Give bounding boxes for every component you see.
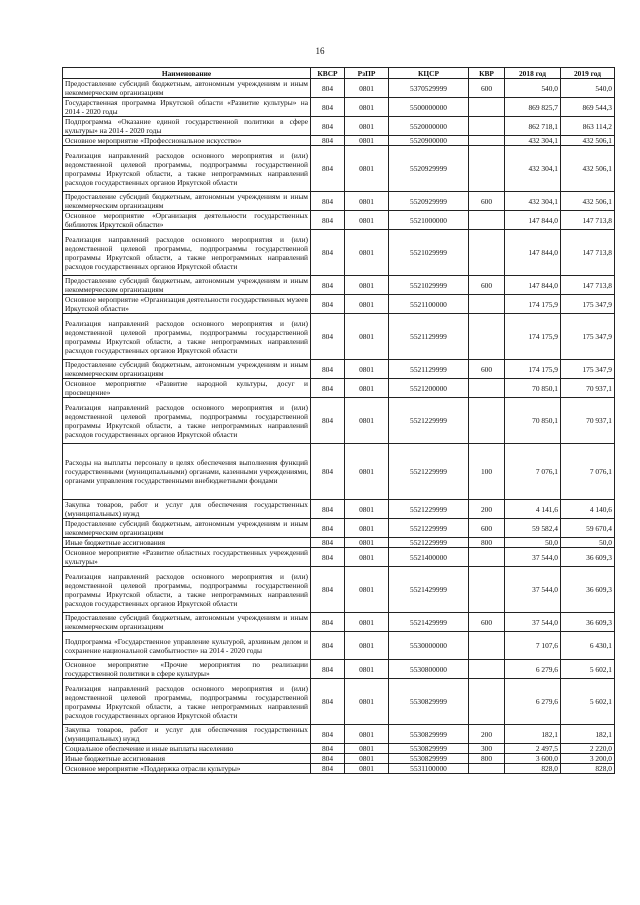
row-name: Подпрограмма «Оказание единой государственной политики в сфере культуры» на 2014 - 2020 годы [63, 117, 311, 136]
row-kvsr: 804 [311, 79, 345, 98]
row-name: Реализация направлений расходов основного мероприятия и (или) ведомственной целевой программы, подпрограммы государственной программы Иркутской области, а также непрограммных направлений расходов государственных органов Иркутской области [63, 230, 311, 276]
row-kvr [469, 117, 505, 136]
table-row [63, 192, 615, 211]
table-row [63, 379, 615, 398]
table-row [63, 679, 615, 725]
row-kvsr: 804 [311, 725, 345, 744]
row-amount-2019: 147 713,8 [561, 276, 615, 295]
row-amount-2018: 432 304,1 [505, 192, 561, 211]
row-kcsr: 5521229999 [389, 538, 469, 548]
row-amount-2019: 70 937,1 [561, 379, 615, 398]
row-kvr [469, 98, 505, 117]
table-row [63, 500, 615, 519]
row-rzpr: 0801 [345, 117, 389, 136]
row-name: Реализация направлений расходов основного мероприятия и (или) ведомственной целевой программы, подпрограммы государственной программы Иркутской области, а также непрограммных направлений расходов государственных органов Иркутской области [63, 398, 311, 444]
row-kcsr: 5520000000 [389, 117, 469, 136]
row-kcsr: 5530829999 [389, 679, 469, 725]
row-kvr [469, 764, 505, 774]
row-name: Закупка товаров, работ и услуг для обеспечения государственных (муниципальных) нужд [63, 725, 311, 744]
row-kvr [469, 660, 505, 679]
row-kcsr: 5521229999 [389, 519, 469, 538]
row-amount-2018: 540,0 [505, 79, 561, 98]
row-name: Основное мероприятие «Профессиональное искусство» [63, 136, 311, 146]
row-name: Предоставление субсидий бюджетным, автономным учреждениям и иным некоммерческим организациям [63, 192, 311, 211]
row-kvsr: 804 [311, 360, 345, 379]
row-amount-2019: 59 670,4 [561, 519, 615, 538]
row-kvsr: 804 [311, 276, 345, 295]
row-kcsr: 5530800000 [389, 660, 469, 679]
row-kvsr: 804 [311, 295, 345, 314]
row-name: Иные бюджетные ассигнования [63, 754, 311, 764]
row-kcsr: 5530829999 [389, 725, 469, 744]
row-kvsr: 804 [311, 117, 345, 136]
row-amount-2018: 828,0 [505, 764, 561, 774]
row-amount-2018: 6 279,6 [505, 679, 561, 725]
row-kvsr: 804 [311, 567, 345, 613]
table-row [63, 211, 615, 230]
row-kcsr: 5530829999 [389, 744, 469, 754]
row-name: Подпрограмма «Государственное управление культурой, архивным делом и сохранение национальной самобытности» на 2014 - 2020 годы [63, 632, 311, 660]
row-kcsr: 5521129999 [389, 360, 469, 379]
row-name: Основное мероприятие «Организация деятельности государственных музеев Иркутской области» [63, 295, 311, 314]
table-body [63, 79, 615, 774]
row-kvr: 600 [469, 519, 505, 538]
table-row [63, 444, 615, 500]
table-row [63, 764, 615, 774]
row-name: Реализация направлений расходов основного мероприятия и (или) ведомственной целевой программы, подпрограммы государственной программы Иркутской области, а также непрограммных направлений расходов государственных органов Иркутской области [63, 679, 311, 725]
row-kvr [469, 567, 505, 613]
row-amount-2018: 147 844,0 [505, 211, 561, 230]
table-row [63, 360, 615, 379]
row-kvr: 600 [469, 192, 505, 211]
row-amount-2018: 7 107,6 [505, 632, 561, 660]
table-row [63, 98, 615, 117]
row-amount-2019: 540,0 [561, 79, 615, 98]
row-kvsr: 804 [311, 764, 345, 774]
row-kvr: 600 [469, 360, 505, 379]
row-rzpr: 0801 [345, 548, 389, 567]
row-name: Основное мероприятие «Поддержка отрасли культуры» [63, 764, 311, 774]
row-kvr [469, 379, 505, 398]
row-amount-2018: 4 141,6 [505, 500, 561, 519]
page-number: 16 [315, 46, 325, 56]
row-amount-2018: 174 175,9 [505, 295, 561, 314]
row-rzpr: 0801 [345, 725, 389, 744]
row-amount-2019: 6 430,1 [561, 632, 615, 660]
row-name: Закупка товаров, работ и услуг для обеспечения государственных (муниципальных) нужд [63, 500, 311, 519]
table-row [63, 725, 615, 744]
row-rzpr: 0801 [345, 379, 389, 398]
row-amount-2019: 432 506,1 [561, 146, 615, 192]
row-kvsr: 804 [311, 519, 345, 538]
row-amount-2019: 36 609,3 [561, 548, 615, 567]
row-name: Предоставление субсидий бюджетным, автономным учреждениям и иным некоммерческим организациям [63, 79, 311, 98]
row-kcsr: 5521000000 [389, 211, 469, 230]
table-header-row [63, 68, 615, 79]
header-2019: 2019 год [561, 68, 615, 79]
row-name: Реализация направлений расходов основного мероприятия и (или) ведомственной целевой программы, подпрограммы государственной программы Иркутской области, а также непрограммных направлений расходов государственных органов Иркутской области [63, 567, 311, 613]
table-row [63, 754, 615, 764]
row-kvr: 600 [469, 79, 505, 98]
row-kvsr: 804 [311, 230, 345, 276]
row-rzpr: 0801 [345, 444, 389, 500]
row-amount-2019: 863 114,2 [561, 117, 615, 136]
header-2018: 2018 год [505, 68, 561, 79]
row-amount-2019: 36 609,3 [561, 567, 615, 613]
row-kcsr: 5531100000 [389, 764, 469, 774]
row-amount-2019: 175 347,9 [561, 295, 615, 314]
row-kcsr: 5521429999 [389, 567, 469, 613]
table-row [63, 632, 615, 660]
row-name: Иные бюджетные ассигнования [63, 538, 311, 548]
row-kvsr: 804 [311, 660, 345, 679]
budget-table [62, 67, 615, 774]
row-kvr: 100 [469, 444, 505, 500]
row-amount-2018: 182,1 [505, 725, 561, 744]
row-amount-2018: 3 600,0 [505, 754, 561, 764]
row-rzpr: 0801 [345, 276, 389, 295]
table-row [63, 230, 615, 276]
table-row [63, 613, 615, 632]
row-name: Основное мероприятие «Развитие областных государственных учреждений культуры» [63, 548, 311, 567]
row-rzpr: 0801 [345, 764, 389, 774]
row-kcsr: 5520929999 [389, 192, 469, 211]
row-kcsr: 5530000000 [389, 632, 469, 660]
table-row [63, 519, 615, 538]
row-rzpr: 0801 [345, 136, 389, 146]
table-row [63, 117, 615, 136]
row-kvsr: 804 [311, 398, 345, 444]
row-kcsr: 5521029999 [389, 230, 469, 276]
header-kvsr: КВСР [311, 68, 345, 79]
row-rzpr: 0801 [345, 398, 389, 444]
row-amount-2018: 862 718,1 [505, 117, 561, 136]
table-row [63, 79, 615, 98]
row-rzpr: 0801 [345, 211, 389, 230]
row-amount-2019: 3 200,0 [561, 754, 615, 764]
row-rzpr: 0801 [345, 679, 389, 725]
row-amount-2019: 175 347,9 [561, 360, 615, 379]
row-amount-2019: 36 609,3 [561, 613, 615, 632]
row-kcsr: 5370529999 [389, 79, 469, 98]
row-amount-2018: 174 175,9 [505, 360, 561, 379]
row-kvr [469, 211, 505, 230]
table-row [63, 538, 615, 548]
table-row [63, 660, 615, 679]
row-kvr [469, 679, 505, 725]
row-kvsr: 804 [311, 211, 345, 230]
header-rzpr: РзПР [345, 68, 389, 79]
row-rzpr: 0801 [345, 98, 389, 117]
row-kvsr: 804 [311, 548, 345, 567]
row-kvsr: 804 [311, 500, 345, 519]
table-row [63, 548, 615, 567]
row-amount-2018: 432 304,1 [505, 146, 561, 192]
table-row [63, 314, 615, 360]
row-amount-2018: 147 844,0 [505, 230, 561, 276]
header-name: Наименование [63, 68, 311, 79]
table-row [63, 567, 615, 613]
row-kvsr: 804 [311, 613, 345, 632]
row-kvsr: 804 [311, 538, 345, 548]
row-kvr: 800 [469, 538, 505, 548]
row-amount-2019: 5 602,1 [561, 679, 615, 725]
row-rzpr: 0801 [345, 146, 389, 192]
row-name: Реализация направлений расходов основного мероприятия и (или) ведомственной целевой программы, подпрограммы государственной программы Иркутской области, а также непрограммных направлений расходов государственных органов Иркутской области [63, 146, 311, 192]
table-row [63, 146, 615, 192]
row-amount-2018: 37 544,0 [505, 613, 561, 632]
row-kcsr: 5521229999 [389, 398, 469, 444]
row-kcsr: 5521129999 [389, 314, 469, 360]
row-name: Основное мероприятие «Развитие народной культуры, досуг и просвещение» [63, 379, 311, 398]
row-kvsr: 804 [311, 754, 345, 764]
row-amount-2019: 4 140,6 [561, 500, 615, 519]
row-amount-2018: 432 304,1 [505, 136, 561, 146]
row-kcsr: 5521229999 [389, 500, 469, 519]
row-amount-2019: 2 220,0 [561, 744, 615, 754]
row-kcsr: 5521400000 [389, 548, 469, 567]
row-kvr: 300 [469, 744, 505, 754]
row-amount-2018: 70 850,1 [505, 379, 561, 398]
row-kvr: 600 [469, 613, 505, 632]
row-amount-2018: 70 850,1 [505, 398, 561, 444]
table-row [63, 276, 615, 295]
row-name: Предоставление субсидий бюджетным, автономным учреждениям и иным некоммерческим организациям [63, 519, 311, 538]
row-kvr [469, 136, 505, 146]
row-name: Государственная программа Иркутской области «Развитие культуры» на 2014 - 2020 годы [63, 98, 311, 117]
row-kvr [469, 548, 505, 567]
row-rzpr: 0801 [345, 519, 389, 538]
row-name: Расходы на выплаты персоналу в целях обеспечения выполнения функций государственными (муниципальными) органами, казенными учреждениями, органами управления государственными внебюджетными фондами [63, 444, 311, 500]
row-rzpr: 0801 [345, 79, 389, 98]
row-kcsr: 5500000000 [389, 98, 469, 117]
row-rzpr: 0801 [345, 567, 389, 613]
row-name: Основное мероприятие «Прочие мероприятия по реализации государственной политики в сфере культуры» [63, 660, 311, 679]
row-kcsr: 5530829999 [389, 754, 469, 764]
row-amount-2018: 869 825,7 [505, 98, 561, 117]
row-amount-2019: 5 602,1 [561, 660, 615, 679]
row-kvsr: 804 [311, 744, 345, 754]
row-kvr: 800 [469, 754, 505, 764]
row-rzpr: 0801 [345, 500, 389, 519]
row-kvr: 600 [469, 276, 505, 295]
row-rzpr: 0801 [345, 632, 389, 660]
row-amount-2018: 50,0 [505, 538, 561, 548]
row-amount-2019: 432 506,1 [561, 192, 615, 211]
row-kcsr: 5521029999 [389, 276, 469, 295]
row-rzpr: 0801 [345, 360, 389, 379]
row-amount-2019: 70 937,1 [561, 398, 615, 444]
row-amount-2018: 2 497,5 [505, 744, 561, 754]
row-kvsr: 804 [311, 314, 345, 360]
row-kvsr: 804 [311, 379, 345, 398]
row-kvr: 200 [469, 500, 505, 519]
row-amount-2018: 6 279,6 [505, 660, 561, 679]
row-rzpr: 0801 [345, 660, 389, 679]
row-amount-2018: 147 844,0 [505, 276, 561, 295]
row-name: Реализация направлений расходов основного мероприятия и (или) ведомственной целевой программы, подпрограммы государственной программы Иркутской области, а также непрограммных направлений расходов государственных органов Иркутской области [63, 314, 311, 360]
row-name: Предоставление субсидий бюджетным, автономным учреждениям и иным некоммерческим организациям [63, 360, 311, 379]
row-amount-2018: 174 175,9 [505, 314, 561, 360]
table-row [63, 295, 615, 314]
row-amount-2019: 7 076,1 [561, 444, 615, 500]
row-kvr [469, 146, 505, 192]
row-name: Социальное обеспечение и иные выплаты населению [63, 744, 311, 754]
table-row [63, 136, 615, 146]
row-rzpr: 0801 [345, 230, 389, 276]
row-amount-2019: 50,0 [561, 538, 615, 548]
row-rzpr: 0801 [345, 192, 389, 211]
row-amount-2019: 147 713,8 [561, 211, 615, 230]
row-kvr [469, 230, 505, 276]
row-kvr [469, 314, 505, 360]
row-kcsr: 5521429999 [389, 613, 469, 632]
row-name: Предоставление субсидий бюджетным, автономным учреждениям и иным некоммерческим организациям [63, 276, 311, 295]
row-kvr [469, 398, 505, 444]
row-kcsr: 5521100000 [389, 295, 469, 314]
row-name: Основное мероприятие «Организация деятельности государственных библиотек Иркутской области» [63, 211, 311, 230]
row-amount-2019: 432 506,1 [561, 136, 615, 146]
table-row [63, 744, 615, 754]
row-kvsr: 804 [311, 136, 345, 146]
row-kcsr: 5521229999 [389, 444, 469, 500]
row-amount-2018: 59 582,4 [505, 519, 561, 538]
row-amount-2019: 147 713,8 [561, 230, 615, 276]
row-kvsr: 804 [311, 192, 345, 211]
header-kcsr: КЦСР [389, 68, 469, 79]
row-kvr [469, 632, 505, 660]
row-rzpr: 0801 [345, 613, 389, 632]
row-amount-2018: 37 544,0 [505, 567, 561, 613]
row-amount-2019: 828,0 [561, 764, 615, 774]
row-rzpr: 0801 [345, 314, 389, 360]
row-kcsr: 5521200000 [389, 379, 469, 398]
row-kvr: 200 [469, 725, 505, 744]
row-name: Предоставление субсидий бюджетным, автономным учреждениям и иным некоммерческим организациям [63, 613, 311, 632]
row-kvsr: 804 [311, 679, 345, 725]
row-kvsr: 804 [311, 146, 345, 192]
row-kvsr: 804 [311, 98, 345, 117]
row-rzpr: 0801 [345, 538, 389, 548]
header-kvr: КВР [469, 68, 505, 79]
row-kvsr: 804 [311, 632, 345, 660]
row-kvr [469, 295, 505, 314]
row-amount-2019: 182,1 [561, 725, 615, 744]
row-kcsr: 5520900000 [389, 136, 469, 146]
row-kcsr: 5520929999 [389, 146, 469, 192]
row-rzpr: 0801 [345, 295, 389, 314]
row-rzpr: 0801 [345, 754, 389, 764]
row-amount-2018: 37 544,0 [505, 548, 561, 567]
row-kvsr: 804 [311, 444, 345, 500]
row-amount-2019: 869 544,3 [561, 98, 615, 117]
table-row [63, 398, 615, 444]
row-amount-2018: 7 076,1 [505, 444, 561, 500]
row-rzpr: 0801 [345, 744, 389, 754]
row-amount-2019: 175 347,9 [561, 314, 615, 360]
